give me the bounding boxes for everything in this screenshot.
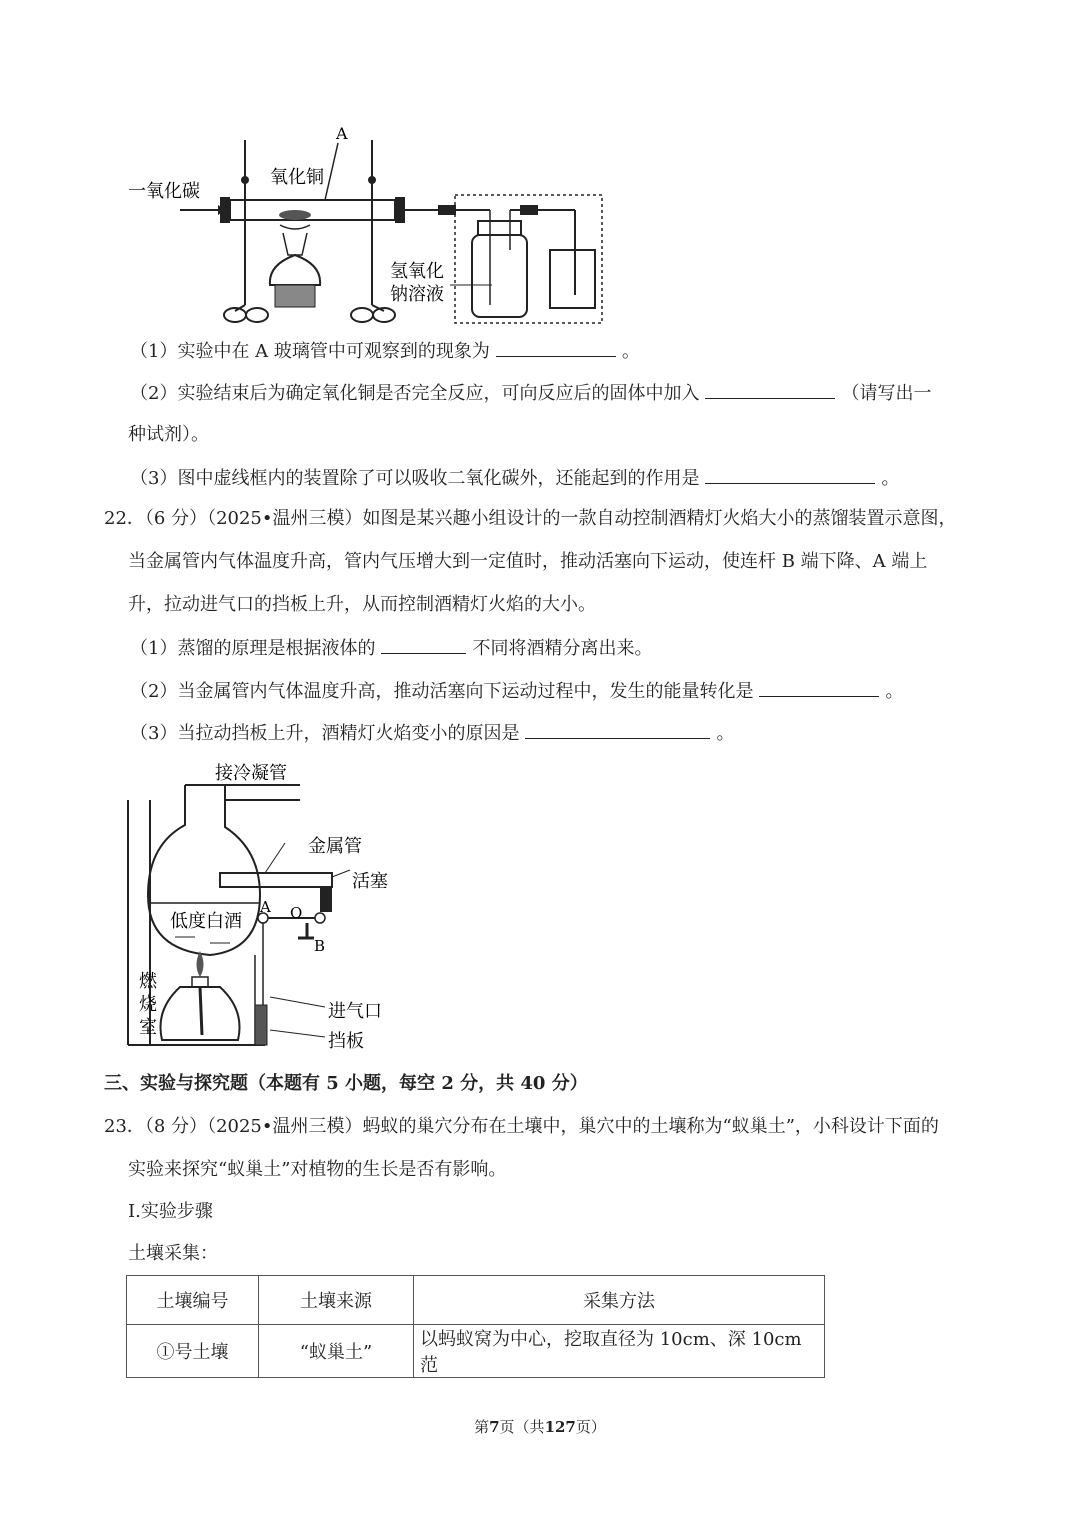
fig1-label-a: A: [336, 125, 348, 143]
q21-part2-end: （请写出一: [841, 383, 932, 404]
fig1-label-cuo: 氧化铜: [270, 167, 324, 188]
q22-stem-1: 22．（6 分）（2025•温州三模）如图是某兴趣小组设计的一款自动控制酒精灯火焰大小的蒸馏装置示意图，: [104, 508, 957, 529]
q21-part2-text: （2）实验结束后为确定氧化铜是否完全反应，可向反应后的固体中加入: [130, 383, 700, 404]
q21-part1-end: 。: [621, 341, 640, 362]
table-cell: ①号土壤: [127, 1325, 259, 1378]
figure-co-reduction-apparatus: [120, 125, 610, 330]
figure-distillation-apparatus: [120, 755, 420, 1055]
answer-blank[interactable]: [496, 338, 616, 357]
fig2-metal-tube: 金属管: [308, 836, 362, 857]
footer-mid: 页（共: [499, 1418, 545, 1436]
fig2-burn-2: 烧: [139, 994, 157, 1015]
fig2-label-a: A: [260, 898, 271, 916]
fig2-label-o: O: [290, 904, 303, 922]
q21-part1: [130, 338, 640, 364]
q21-part3-end: 。: [881, 468, 900, 489]
q21-part2: [130, 380, 931, 406]
q21-part1-text: （1）实验中在 A 玻璃管中可观察到的现象为: [130, 341, 490, 362]
fig1-label-naoh-2: 钠溶液: [390, 284, 444, 305]
q23-stem-2: 实验来探究“蚁巢土”对植物的生长是否有影响。: [128, 1159, 507, 1180]
table-header: 土壤来源: [259, 1276, 414, 1325]
q22-part2: [130, 678, 903, 704]
table-header: 土壤编号: [127, 1276, 259, 1325]
q22-part1: [130, 635, 652, 661]
footer-pre: 第: [474, 1418, 490, 1436]
fig2-condenser: 接冷凝管: [215, 763, 287, 784]
table-row: [127, 1325, 825, 1378]
fig1-label-naoh-1: 氢氧化: [390, 261, 444, 282]
q21-part3-text: （3）图中虚线框内的装置除了可以吸收二氧化碳外，还能起到的作用是: [130, 468, 700, 489]
table-header: 采集方法: [414, 1276, 825, 1325]
q22-part1-text: （1）蒸馏的原理是根据液体的: [130, 638, 376, 659]
footer-page-number: 7: [489, 1418, 500, 1436]
q22-part3-text: （3）当拉动挡板上升，酒精灯火焰变小的原因是: [130, 723, 520, 744]
answer-blank[interactable]: [525, 720, 710, 739]
table-cell: 以蚂蚁窝为中心，挖取直径为 10cm、深 10cm 范: [414, 1325, 825, 1378]
fig2-liquor: 低度白酒: [170, 911, 242, 932]
q22-stem-2: 当金属管内气体温度升高，管内气压增大到一定值时，推动活塞向下运动，使连杆 B 端下降、A 端上: [128, 551, 928, 572]
q23-step-title: Ⅰ.实验步骤: [128, 1201, 213, 1222]
q22-part1-end: 不同将酒精分离出来。: [472, 638, 653, 659]
q21-part3: [130, 465, 899, 491]
q22-part3: [130, 720, 734, 746]
fig2-burn-3: 室: [139, 1017, 157, 1038]
page-footer: [0, 1416, 1080, 1437]
q23-stem-1: 23．（8 分）（2025•温州三模）蚂蚁的巢穴分布在土壤中，巢穴中的土壤称为“蚁巢土”，小科设计下面的: [104, 1116, 939, 1137]
footer-total-pages: 127: [544, 1418, 576, 1436]
fig1-label-co: 一氧化碳: [128, 181, 200, 202]
fig2-label-b: B: [314, 937, 326, 955]
soil-table: [126, 1275, 825, 1378]
q22-stem-3: 升，拉动进气口的挡板上升，从而控制酒精灯火焰的大小。: [128, 594, 596, 615]
answer-blank[interactable]: [705, 465, 875, 484]
table-header-row: [127, 1276, 825, 1325]
fig2-piston: 活塞: [352, 871, 388, 892]
answer-blank[interactable]: [705, 380, 835, 399]
q22-part3-end: 。: [716, 723, 735, 744]
section-3-title: 三、实验与探究题（本题有 5 小题，每空 2 分，共 40 分）: [104, 1073, 588, 1094]
fig2-burn-1: 燃: [139, 971, 157, 992]
q23-collect: 土壤采集：: [128, 1243, 218, 1264]
answer-blank[interactable]: [759, 678, 879, 697]
q22-part2-end: 。: [885, 681, 904, 702]
q21-part2-cont: 种试剂）。: [128, 424, 209, 445]
fig2-baffle: 挡板: [328, 1031, 364, 1052]
q22-part2-text: （2）当金属管内气体温度升高，推动活塞向下运动过程中，发生的能量转化是: [130, 681, 754, 702]
table-cell: “蚁巢土”: [259, 1325, 414, 1378]
answer-blank[interactable]: [381, 635, 466, 654]
fig2-inlet: 进气口: [328, 1001, 382, 1022]
footer-post: 页）: [575, 1418, 606, 1436]
